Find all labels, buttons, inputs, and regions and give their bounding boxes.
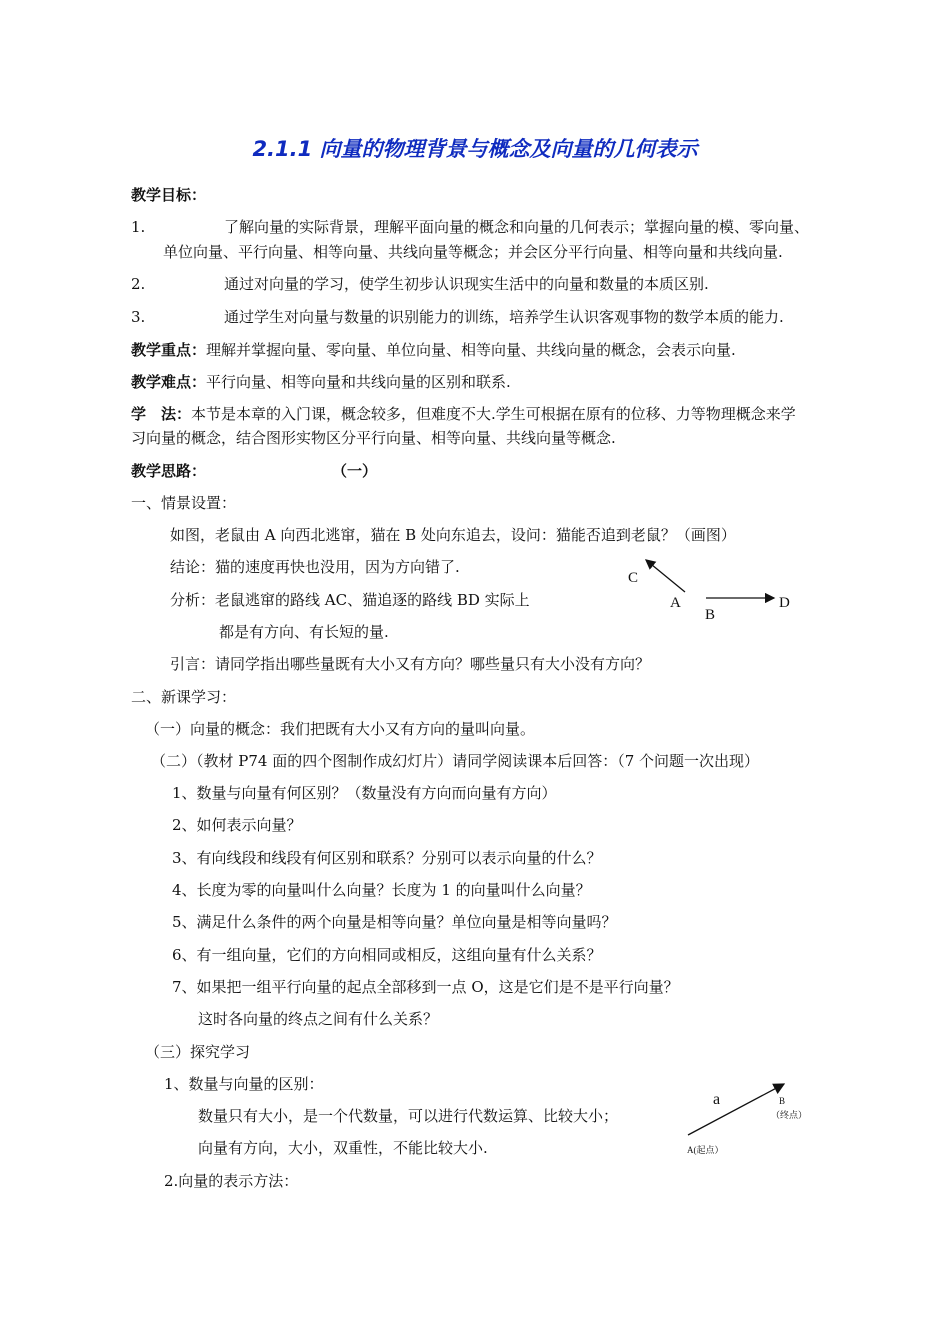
scenario-p4: 引言：请同学指出哪些量既有大小又有方向？哪些量只有大小没有方向？ bbox=[170, 655, 651, 673]
explore-heading: （三）探究学习 bbox=[145, 1043, 251, 1061]
key-points-label: 教学重点： bbox=[131, 341, 207, 359]
method-label: 学 法： bbox=[131, 405, 192, 423]
objective-3-text: 通过学生对向量与数量的识别能力的训练，培养学生认识客观事物的数学本质的能力. bbox=[224, 308, 784, 326]
question-1: 1、数量与向量有何区别？（数量没有方向而向量有方向） bbox=[172, 784, 557, 802]
label-a: A bbox=[670, 595, 681, 611]
key-points-text: 理解并掌握向量、零向量、单位向量、相等向量、共线向量的概念，会表示向量. bbox=[206, 341, 736, 359]
scenario-p3: 分析：老鼠逃窜的路线 AC、猫追逐的路线 BD 实际上 bbox=[170, 591, 530, 609]
vector-concept: （一）向量的概念：我们把既有大小又有方向的量叫向量。 bbox=[145, 720, 536, 738]
question-7: 7、如果把一组平行向量的起点全部移到一点 O，这是它们是不是平行向量？ bbox=[172, 978, 679, 996]
scenario-p3b: 都是有方向、有长短的量. bbox=[219, 623, 389, 641]
question-4: 4、长度为零的向量叫什么向量？长度为 1 的向量叫什么向量？ bbox=[172, 881, 591, 899]
cat-mouse-diagram bbox=[610, 545, 810, 630]
label-vector-a: a bbox=[713, 1091, 721, 1108]
scenario-p2: 结论：猫的速度再快也没用，因为方向错了. bbox=[170, 558, 460, 576]
objective-1-line2: 单位向量、平行向量、相等向量、共线向量等概念；并会区分平行向量、相等向量和共线向量. bbox=[163, 243, 783, 261]
method-text-1: 本节是本章的入门课，概念较多，但难度不大.学生可根据在原有的位移、力等物理概念来学 bbox=[191, 405, 796, 423]
explore-1a: 数量只有大小，是一个代数量，可以进行代数运算、比较大小； bbox=[198, 1107, 619, 1125]
label-endpoint-b: B bbox=[779, 1096, 786, 1106]
question-6: 6、有一组向量，它们的方向相同或相反，这组向量有什么关系？ bbox=[172, 946, 602, 964]
vector-ab-line bbox=[688, 1084, 784, 1135]
approach-sub: （一） bbox=[332, 462, 378, 480]
difficulty-text: 平行向量、相等向量和共线向量的区别和联系. bbox=[206, 373, 511, 391]
new-lesson-heading: 二、新课学习： bbox=[131, 688, 237, 706]
method-line1 bbox=[131, 404, 796, 424]
page-title: 2.1.1 向量的物理背景与概念及向量的几何表示 bbox=[252, 137, 698, 161]
objective-1-num: 1. bbox=[131, 218, 146, 236]
key-points bbox=[131, 340, 736, 360]
difficulty bbox=[131, 372, 511, 392]
explore-1b: 向量有方向，大小，双重性，不能比较大小. bbox=[198, 1139, 488, 1157]
label-start-a: A(起点） bbox=[687, 1145, 724, 1155]
vector-ab-diagram bbox=[680, 1075, 830, 1160]
reading-task: （二）（教材 P74 面的四个图制作成幻灯片）请同学阅读课本后回答：（7 个问题一次出现） bbox=[151, 752, 760, 770]
objectives-heading: 教学目标： bbox=[131, 186, 207, 204]
objective-2-num: 2. bbox=[131, 275, 146, 293]
label-b: B bbox=[705, 607, 716, 623]
question-2: 2、如何表示向量？ bbox=[172, 816, 302, 834]
method-text-2: 习向量的概念，结合图形实物区分平行向量、相等向量、共线向量等概念. bbox=[131, 429, 616, 447]
objective-1-line1: 了解向量的实际背景，理解平面向量的概念和向量的几何表示；掌握向量的模、零向量、 bbox=[224, 218, 810, 236]
vector-ac-line bbox=[646, 560, 685, 592]
scenario-heading: 一、情景设置： bbox=[131, 494, 237, 512]
objective-2-text: 通过对向量的学习，使学生初步认识现实生活中的向量和数量的本质区别. bbox=[224, 275, 709, 293]
explore-2: 2.向量的表示方法： bbox=[164, 1172, 299, 1190]
label-endpoint-note: （终点） bbox=[771, 1110, 808, 1120]
question-7-continued: 这时各向量的终点之间有什么关系？ bbox=[198, 1010, 439, 1028]
explore-1: 1、数量与向量的区别： bbox=[164, 1075, 324, 1093]
objective-3-num: 3. bbox=[131, 308, 146, 326]
scenario-p1: 如图，老鼠由 A 向西北逃窜，猫在 B 处向东追去，设问：猫能否追到老鼠？（画图） bbox=[170, 526, 736, 544]
difficulty-label: 教学难点： bbox=[131, 373, 207, 391]
label-c: C bbox=[628, 570, 639, 586]
question-5: 5、满足什么条件的两个向量是相等向量？单位向量是相等向量吗？ bbox=[172, 913, 617, 931]
approach-label: 教学思路： bbox=[131, 462, 207, 480]
question-3: 3、有向线段和线段有何区别和联系？分别可以表示向量的什么？ bbox=[172, 849, 602, 867]
label-d: D bbox=[779, 595, 790, 611]
